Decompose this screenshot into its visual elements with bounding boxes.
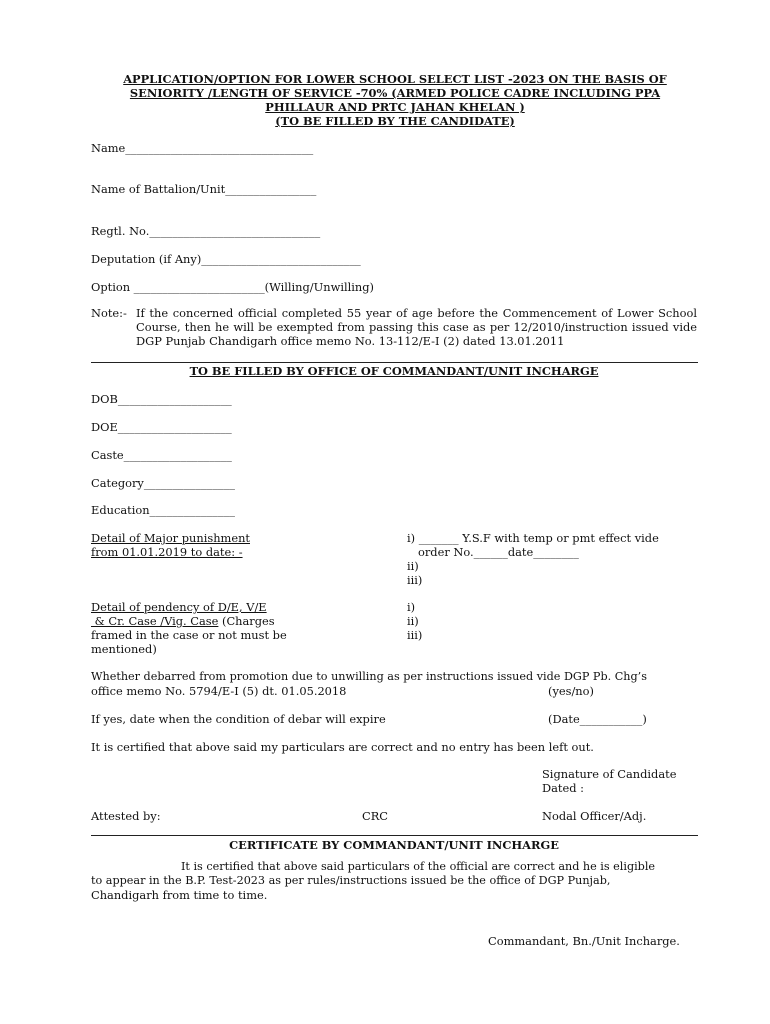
category-field[interactable]: Category________________ xyxy=(91,476,235,490)
divider-2 xyxy=(91,835,698,836)
option-field[interactable]: Option _______________________(Willing/Unwilling) xyxy=(91,280,374,294)
certificate-heading: CERTIFICATE BY COMMANDANT/UNIT INCHARGE xyxy=(229,838,559,852)
pendency-label-2 xyxy=(91,614,275,628)
punishment-label-1: Detail of Major punishment xyxy=(91,531,250,545)
certificate-line-3: Chandigarh from time to time. xyxy=(91,888,268,902)
note-label: Note:- xyxy=(91,306,127,320)
pendency-item-ii[interactable]: ii) xyxy=(407,614,419,628)
pendency-label-2b: (Charges xyxy=(218,614,275,628)
pendency-label-4: mentioned) xyxy=(91,642,157,656)
punishment-label-2: from 01.01.2019 to date: - xyxy=(91,545,243,559)
candidate-dated[interactable]: Dated : xyxy=(542,781,584,795)
office-section-heading: TO BE FILLED BY OFFICE OF COMMANDANT/UNIT INCHARGE xyxy=(189,364,599,378)
pendency-label-1: Detail of pendency of D/E, V/E xyxy=(91,600,267,614)
caste-field[interactable]: Caste___________________ xyxy=(91,448,232,462)
debarred-yes-no[interactable]: (yes/no) xyxy=(548,684,594,698)
candidate-certification: It is certified that above said my particulars are correct and no entry has been left out. xyxy=(91,740,594,754)
doe-field[interactable]: DOE____________________ xyxy=(91,420,232,434)
punishment-item-ii[interactable]: ii) xyxy=(407,559,419,573)
name-field[interactable]: Name_________________________________ xyxy=(91,141,314,155)
debar-expire-label: If yes, date when the condition of debar will expire xyxy=(91,712,386,726)
debarred-line-2: office memo No. 5794/E-I (5) dt. 01.05.2018 xyxy=(91,684,347,698)
nodal-officer: Nodal Officer/Adj. xyxy=(542,809,647,823)
certificate-line-2: to appear in the B.P. Test-2023 as per rules/instructions issued be the office of DGP Punjab, xyxy=(91,874,611,887)
debar-expire-date[interactable]: (Date___________) xyxy=(548,712,647,726)
deputation-field[interactable]: Deputation (if Any)____________________________ xyxy=(91,252,361,266)
note-text: If the concerned official completed 55 year of age before the Commencement of Lower School Course, then he will be exempted from passing this case as per 12/2010/instruction issued vide DGP Punjab Chandigarh office memo No. 13-112/E-I (2) dated 13.01.2011 xyxy=(136,306,697,348)
title-line-2: SENIORITY /LENGTH OF SERVICE -70% (ARMED POLICE CADRE INCLUDING PPA xyxy=(129,86,661,100)
divider-1 xyxy=(91,362,698,363)
title-line-4: (TO BE FILLED BY THE CANDIDATE) xyxy=(275,114,515,128)
title-line-3: PHILLAUR AND PRTC JAHAN KHELAN ) xyxy=(265,100,525,114)
punishment-item-iii[interactable]: iii) xyxy=(407,573,423,587)
battalion-field[interactable]: Name of Battalion/Unit________________ xyxy=(91,182,317,196)
attested-by: Attested by: xyxy=(91,809,161,823)
regtl-no-field[interactable]: Regtl. No.______________________________ xyxy=(91,224,321,238)
form-title xyxy=(95,72,695,128)
punishment-item-i-order[interactable]: order No.______date________ xyxy=(418,545,579,559)
dob-field[interactable]: DOB____________________ xyxy=(91,392,232,406)
education-field[interactable]: Education_______________ xyxy=(91,503,235,517)
commandant-signature: Commandant, Bn./Unit Incharge. xyxy=(488,934,680,948)
debarred-line-1: Whether debarred from promotion due to unwilling as per instructions issued vide DGP Pb. Chg’s xyxy=(91,670,647,683)
title-line-1: APPLICATION/OPTION FOR LOWER SCHOOL SELECT LIST -2023 ON THE BASIS OF xyxy=(123,72,667,86)
pendency-label-2a: & Cr. Case /Vig. Case xyxy=(91,614,219,628)
punishment-item-i[interactable]: i) _______ Y.S.F with temp or pmt effect vide xyxy=(407,531,659,545)
candidate-signature: Signature of Candidate xyxy=(542,767,677,781)
certificate-line-1: It is certified that above said particulars of the official are correct and he is eligible xyxy=(181,860,656,873)
pendency-item-i[interactable]: i) xyxy=(407,600,416,614)
pendency-item-iii[interactable]: iii) xyxy=(407,628,423,642)
pendency-label-3: framed in the case or not must be xyxy=(91,628,287,642)
crc-label: CRC xyxy=(362,809,389,823)
